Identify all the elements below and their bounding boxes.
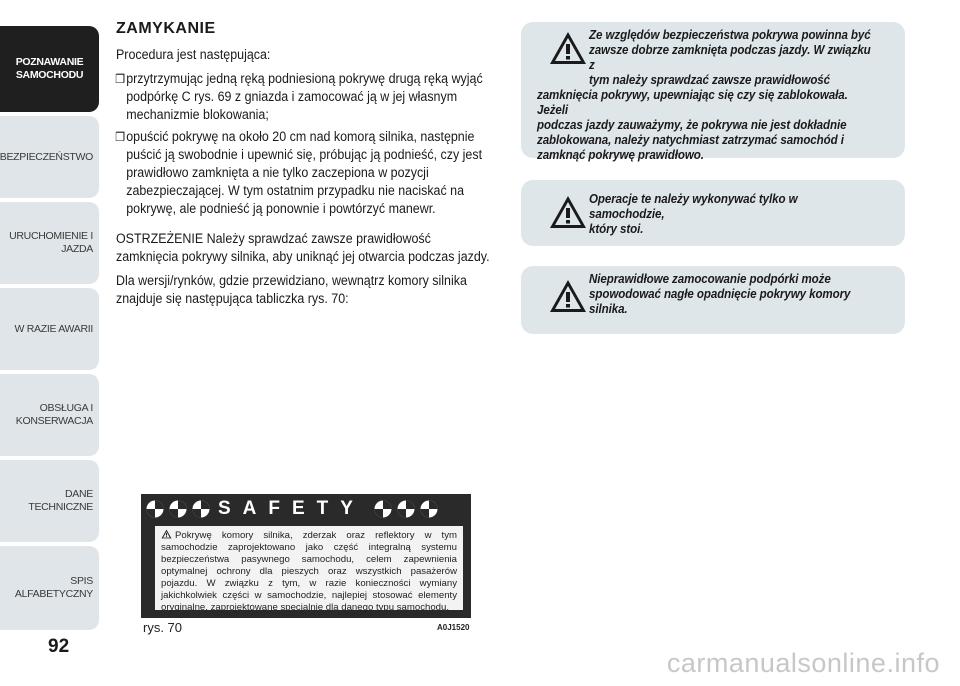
list-item [116,128,502,218]
warning-box-3 [521,266,905,334]
safety-label-body [155,526,463,613]
step-text: przytrzymując jedną ręką podniesioną pokrywę drugą ręką wyjąć podpórkę C rys. 69 z gniazda i zamocować ją w jej własnym mechanizmie blokowania; [126,71,483,122]
tab-dane-techniczne[interactable]: DANE TECHNICZNE [0,460,99,542]
page-number: 92 [48,636,70,657]
tab-poznawanie-samochodu[interactable]: POZNAWANIE SAMOCHODU [0,26,99,112]
tab-uruchomienie-jazda[interactable]: URUCHOMIENIE I JAZDA [0,202,99,284]
tab-bezpieczenstwo[interactable]: BEZPIECZEŃSTWO [0,116,99,198]
checkered-disk-icon [192,500,210,518]
warning-paragraph: OSTRZEŻENIE Należy sprawdzać zawsze prawidłowość zamknięcia pokrywy silnika, aby uniknąć jej otwarcia podczas jazdy. [116,231,490,264]
warning-line: tym należy sprawdzać zawsze prawidłowość [589,73,831,87]
warning-line: Operacje te należy wykonywać tylko w samochodzie, [589,192,798,221]
warning-box-2 [521,180,905,246]
safety-label-header [141,494,471,524]
checkered-disk-icon [374,500,392,518]
checkered-disk-icon [420,500,438,518]
warning-line: podczas jazdy zauważymy, że pokrywa nie jest dokładnie [537,118,847,132]
warning-triangle-icon [161,529,172,539]
warning-line: silnika. [589,302,628,316]
tab-obsluga-konserwacja[interactable]: OBSŁUGA I KONSERWACJA [0,374,99,456]
safety-word: SAFETY [218,498,365,519]
warning-triangle-icon [548,194,588,230]
warning-line: Ze względów bezpieczeństwa pokrywa powinna być [589,28,871,42]
step-text: opuścić pokrywę na około 20 cm nad komorą silnika, następnie puścić ją swobodnie i upewnić się, próbując ją podnieść, czy jest prawidłowo zamknięta a nie tylko zaczepiona w pozycji zabezpieczającej. W tym ostatnim przypadku nie naciskać na pokrywę, ale podnieść ją ponownie i powtórzyć manewr. [126,129,483,216]
safety-label-figure [141,494,471,618]
warning-line: spowodować nagłe opadnięcie pokrywy komory [589,287,851,301]
checkered-disk-icon [397,500,415,518]
checkbox-bullet-icon: ❒ [115,130,126,144]
list-item [116,70,502,124]
watermark: carmanualsonline.info [666,648,940,678]
warning-line: zamknięcia pokrywy, upewniając się czy się zablokowała. Jeżeli [537,88,848,117]
section-title: ZAMYKANIE [116,20,216,37]
figure-code: A0J1520 [437,623,470,632]
tab-w-razie-awarii[interactable]: W RAZIE AWARII [0,288,99,370]
warning-line: zamknąć pokrywę prawidłowo. [537,148,704,162]
checkbox-bullet-icon: ❒ [115,72,126,86]
warning-line: zablokowana, należy natychmiast zatrzymać samochód i [537,133,844,147]
tab-spis-alfabetyczny[interactable]: SPIS ALFABETYCZNY [0,546,99,630]
figure-caption: rys. 70 [143,620,183,635]
warning-line: który stoi. [589,222,644,236]
safety-label-text: Pokrywę komory silnika, zderzak oraz reflektory w tym samochodzie zaprojektowano jako część integralną systemu bezpieczeństwa pasywnego samochodu, celem zapewnienia optymalnej ochrony dla pieszych oraz wszystkich pasażerów pojazdu. W związku z tym, w razie konieczności wymiany jakichkolwiek części w samochodzie, najlepiej stosować elementy oryginalne, zaprojektowane specjalnie dla danego typu samochodu. [161,530,457,613]
checkered-disk-icon [169,500,187,518]
warning-box-1 [521,22,905,162]
warning-triangle-icon [548,30,588,66]
chapter-sidebar [0,0,100,686]
warning-line: zawsze dobrze zamknięta podczas jazdy. W związku z [589,43,871,72]
warning-triangle-icon [548,278,588,314]
intro-text: Procedura jest następująca: [116,47,271,62]
warning-line: Nieprawidłowe zamocowanie podpórki może [589,272,831,286]
checkered-disk-icon [146,500,164,518]
main-content [116,20,494,314]
version-paragraph: Dla wersji/rynków, gdzie przewidziano, wewnątrz komory silnika znajduje się następująca tabliczka rys. 70: [116,273,467,306]
